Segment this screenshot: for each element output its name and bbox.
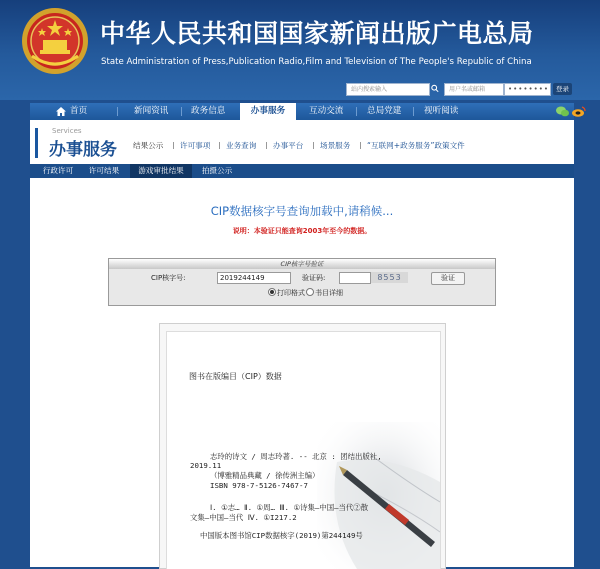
- cip-line: 2019.11: [190, 461, 222, 470]
- subnav-divider: [360, 142, 361, 149]
- subnav-divider: [219, 142, 220, 149]
- subnav-platform[interactable]: 办事平台: [273, 141, 304, 150]
- cip-line: ISBN 978-7-5126-7467-7: [210, 481, 308, 490]
- subnav-divider: [313, 142, 314, 149]
- pen-paper-decoration-icon: [317, 422, 440, 569]
- nav-divider: [117, 107, 118, 116]
- login-button[interactable]: 登录: [553, 83, 572, 95]
- nav-divider: [413, 107, 414, 116]
- wechat-icon[interactable]: [556, 106, 569, 117]
- subnav-query[interactable]: 业务查询: [226, 141, 257, 150]
- cip-line: 文集—中国—当代 Ⅳ. ①I217.2: [190, 513, 297, 522]
- cip-line: 中国版本图书馆CIP数据核字(2019)第244149号: [200, 531, 363, 540]
- main-nav: [30, 103, 574, 120]
- cip-line: （博雅精品典藏 / 徐传洲主编）: [210, 471, 320, 480]
- panel-title: CIP核字号验证: [109, 259, 495, 269]
- print-format-radio[interactable]: [268, 288, 276, 296]
- nav-item-interaction[interactable]: 互动交流: [309, 106, 344, 116]
- nav-item-party[interactable]: 总局党建: [367, 106, 402, 116]
- services-en-label: Services: [52, 127, 82, 135]
- tab-game-approval[interactable]: 游戏审批结果: [130, 164, 192, 178]
- services-title: 办事服务: [49, 140, 117, 160]
- services-header: [30, 120, 574, 164]
- detail-radio[interactable]: [306, 288, 314, 296]
- page-heading: CIP数据核字号查询加载中,请稍候...: [210, 204, 394, 218]
- cip-verify-panel: [108, 258, 496, 306]
- cip-number-label: CIP核字号:: [151, 274, 186, 282]
- nav-item-av-reading[interactable]: 视听阅读: [424, 106, 459, 116]
- tab-filming-notice[interactable]: 拍摄公示: [201, 166, 233, 175]
- detail-label: 书目详细: [315, 289, 343, 297]
- captcha-image[interactable]: 8553: [371, 272, 408, 283]
- captcha-label: 验证码:: [302, 274, 326, 282]
- cip-line: Ⅰ. ①志… Ⅱ. ①周… Ⅲ. ①诗集—中国—当代②散: [210, 503, 369, 512]
- site-header: [0, 0, 600, 100]
- home-icon: [56, 107, 66, 116]
- site-title: 中华人民共和国国家新闻出版广电总局: [100, 19, 534, 48]
- content-area: [30, 120, 574, 567]
- nav-item-services[interactable]: 办事服务: [240, 103, 296, 120]
- cip-number-input[interactable]: 2019244149: [217, 272, 291, 284]
- cip-record-sheet: [166, 331, 441, 569]
- subnav-results[interactable]: 结果公示: [133, 141, 164, 150]
- query-note: 说明：本验证只能查询2003年至今的数据。: [232, 227, 372, 235]
- username-input[interactable]: 用户名或邮箱: [444, 83, 504, 96]
- print-format-label: 打印格式: [277, 289, 305, 297]
- nav-item-home[interactable]: 首页: [70, 106, 88, 116]
- cip-line: 志玲的诗文 / 周志玲著. -- 北京 : 团结出版社,: [210, 452, 382, 461]
- subnav-scenario[interactable]: 场景服务: [320, 141, 351, 150]
- tab-admin-license[interactable]: 行政许可: [42, 166, 74, 175]
- captcha-input[interactable]: [339, 272, 371, 284]
- nav-item-news[interactable]: 新闻资讯: [134, 106, 169, 116]
- password-input[interactable]: ••••••••: [504, 83, 551, 96]
- subnav-divider: [173, 142, 174, 149]
- nav-divider: [356, 107, 357, 116]
- site-subtitle: State Administration of Press,Publication Radio,Film and Television of The People's Republic of China: [101, 57, 532, 67]
- subnav-licensing[interactable]: 许可事项: [180, 141, 211, 150]
- subnav-policy-docs[interactable]: “互联网+政务服务”政策文件: [367, 141, 465, 150]
- nav-item-gov-info[interactable]: 政务信息: [191, 106, 226, 116]
- weibo-icon[interactable]: [572, 106, 586, 117]
- tab-bar: [30, 164, 574, 178]
- verify-button[interactable]: 验证: [431, 272, 465, 285]
- search-icon[interactable]: [431, 84, 439, 93]
- tab-license-results[interactable]: 许可结果: [88, 166, 120, 175]
- section-bracket: [35, 128, 43, 158]
- nav-divider: [181, 107, 182, 116]
- cip-record-card: [159, 323, 446, 569]
- site-search-input[interactable]: 站内搜索输入: [346, 83, 430, 96]
- cip-record-title: 图书在版编目（CIP）数据: [189, 372, 282, 381]
- subnav-divider: [266, 142, 267, 149]
- national-emblem-icon: [20, 6, 90, 76]
